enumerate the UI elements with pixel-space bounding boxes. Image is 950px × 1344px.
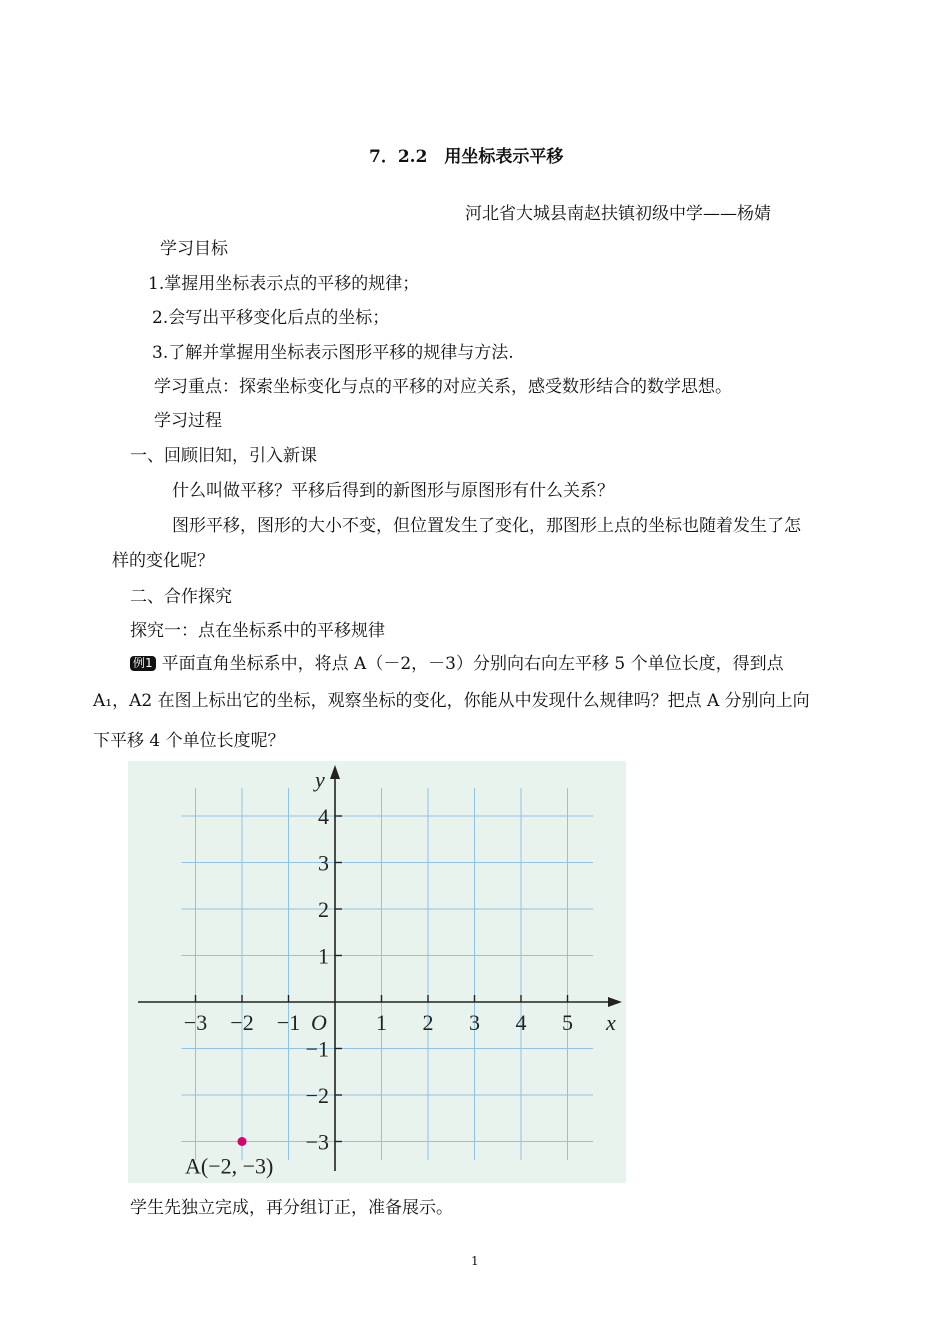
page-number: 1	[471, 1254, 479, 1268]
y-axis-label: y	[315, 767, 325, 792]
x-tick-label: −1	[276, 1010, 301, 1035]
y-tick-label: 1	[318, 943, 329, 969]
plot-background	[128, 761, 626, 1183]
explore1-heading: 探究一：点在坐标系中的平移规律	[130, 621, 385, 641]
x-tick-label: 5	[562, 1010, 573, 1035]
example-line3: 下平移 4 个单位长度呢？	[93, 731, 285, 751]
coordinate-grid-figure	[128, 761, 626, 1183]
goal-item-1: 1.掌握用坐标表示点的平移的规律；	[148, 274, 420, 294]
x-tick-label: −3	[183, 1010, 208, 1035]
point-A-label: A(−2, −3)	[185, 1153, 274, 1179]
example-line2: A₁，A2 在图上标出它的坐标，观察坐标的变化，你能从中发现什么规律吗？把点 A 分别向上向	[93, 691, 810, 711]
x-tick-label: 2	[422, 1010, 434, 1035]
goal-item-2: 2.会写出平移变化后点的坐标；	[152, 308, 390, 328]
goals-heading: 学习目标	[160, 239, 228, 259]
page-title: 7．2.2 用坐标表示平移	[369, 147, 564, 167]
point-A	[238, 1137, 247, 1146]
section1-heading: 一、回顾旧知，引入新课	[130, 446, 317, 466]
x-tick-label: 4	[515, 1010, 527, 1035]
y-tick-label: 2	[318, 897, 329, 922]
x-tick-label: −2	[230, 1010, 254, 1035]
example-badge: 例1	[130, 656, 156, 671]
process-heading: 学习过程	[154, 411, 222, 431]
y-tick-label: −3	[305, 1129, 329, 1155]
goal-item-3: 3.了解并掌握用坐标表示图形平移的规律与方法.	[152, 343, 514, 363]
section1-paragraph-line1: 图形平移，图形的大小不变，但位置发生了变化，那图形上点的坐标也随着发生了怎	[172, 516, 801, 536]
author-line: 河北省大城县南赵扶镇初级中学——杨婧	[465, 204, 771, 224]
origin-label: O	[311, 1010, 327, 1035]
y-tick-label: −2	[305, 1083, 329, 1108]
x-tick-label: 3	[469, 1010, 480, 1035]
section1-paragraph-line2: 样的变化呢？	[112, 551, 214, 571]
key-point: 学习重点：探索坐标变化与点的平移的对应关系，感受数形结合的数学思想。	[154, 377, 732, 397]
coordinate-plane	[128, 761, 626, 1183]
example-text-1: 平面直角坐标系中，将点 A（－2，－3）分别向右向左平移 5 个单位长度，得到点	[161, 654, 784, 674]
example-line1	[130, 653, 784, 675]
y-tick-label: 3	[318, 850, 329, 876]
section2-heading: 二、合作探究	[130, 587, 232, 607]
after-figure-text: 学生先独立完成，再分组订正，准备展示。	[130, 1198, 453, 1218]
x-axis-label: x	[606, 1010, 616, 1035]
section1-question: 什么叫做平移？平移后得到的新图形与原图形有什么关系？	[172, 481, 614, 501]
x-tick-label: 1	[376, 1010, 387, 1035]
y-tick-label: 4	[318, 804, 329, 829]
y-tick-label: −1	[305, 1036, 329, 1062]
